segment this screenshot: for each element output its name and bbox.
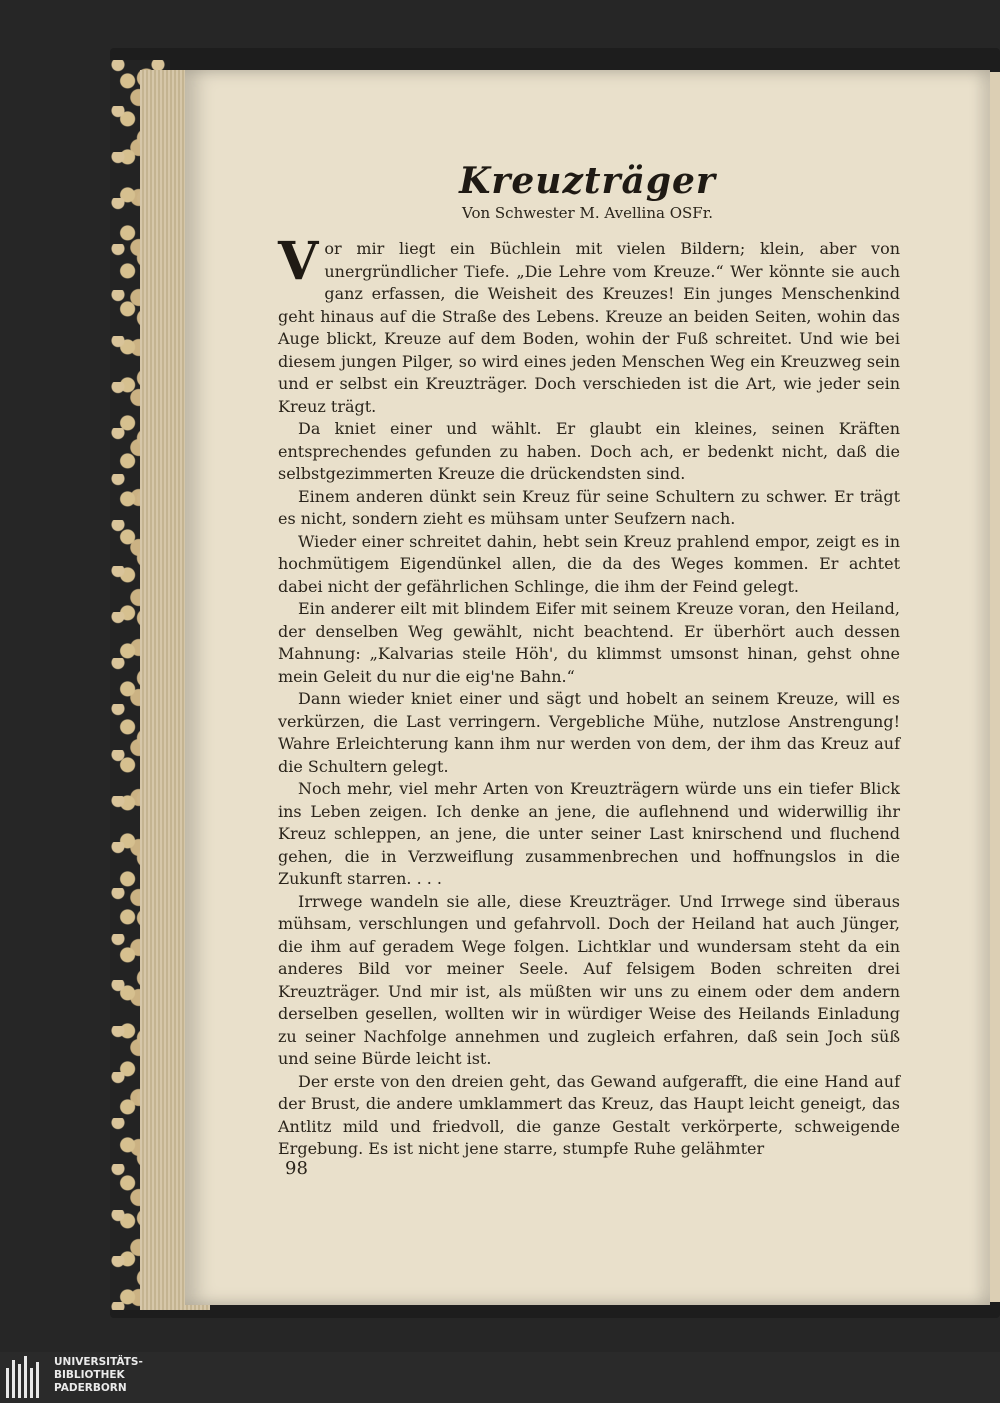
page-number: 98	[285, 1158, 308, 1179]
paragraph: Der erste von den dreien geht, das Gewand aufgerafft, die eine Hand auf der Brust, die andere umklammert das Kreuz, das Haupt leicht geneigt, das Antlitz mild und friedvoll, die ganze Gestalt verkörperte, schweigende Ergebung. Es ist nicht jene starre, stumpfe Ruhe gelähmter	[278, 1071, 900, 1158]
article-byline: Von Schwester M. Avellina OSFr.	[461, 204, 713, 222]
paragraph: Vor mir liegt ein Büchlein mit vielen Bildern; klein, aber von unergründlicher Tiefe. „Die Lehre vom Kreuze.“ Wer könnte sie auch ganz erfassen, die Weisheit des Kreuzes! Ein junges Menschenkind geht hinaus auf die Straße des Lebens. Kreuze an beiden Seiten, wohin das Auge blickt, Kreuze auf dem Boden, wohin der Fuß schreitet. Und wie bei diesem jungen Pilger, so wird eines jeden Menschen Weg ein Kreuzweg sein und er selbst ein Kreuzträger. Doch verschieden ist die Art, wie jeder sein Kreuz trägt.	[278, 231, 900, 416]
paragraph: Einem anderen dünkt sein Kreuz für seine Schultern zu schwer. Er trägt es nicht, sondern zieht es mühsam unter Seufzern nach.	[278, 486, 900, 528]
paragraph: Dann wieder kniet einer und sägt und hobelt an seinem Kreuze, will es verkürzen, die Last verringern. Vergebliche Mühe, nutzlose Anstrengung! Wahre Erleichterung kann ihm nur werden von dem, der ihm das Kreuz auf die Schultern gelegt.	[278, 689, 900, 776]
library-name: UNIVERSITÄTS- BIBLIOTHEK PADERBORN	[54, 1356, 143, 1394]
book-page	[185, 70, 990, 1305]
paragraph: Da kniet einer und wählt. Er glaubt ein kleines, seinen Kräften entsprechendes gefunden zu haben. Doch ach, er bedenkt nicht, daß die selbstgezimmerten Kreuze die drückendsten sind.	[278, 419, 900, 483]
paragraph: Irrwege wandeln sie alle, diese Kreuzträger. Und Irrwege sind überaus mühsam, verschlungen und gefahrvoll. Doch der Heiland hat auch Jünger, die ihm auf geradem Wege folgen. Lichtklar und wundersam steht da ein anderes Bild vor meiner Seele. Auf felsigem Boden schreiten drei Kreuzträger. Und mir ist, als müßten wir uns zu einem oder dem andern derselben gesellen, wollten wir in würdiger Weise des Heilands Einladung zu seiner Nachfolge annehmen und zugleich erfahren, daß sein Joch süß und seine Bürde leicht ist.	[278, 891, 900, 1068]
library-logo-icon	[6, 1356, 46, 1398]
paragraph: Wieder einer schreitet dahin, hebt sein Kreuz prahlend empor, zeigt es in hochmütigem Eigendünkel allen, die da des Weges kommen. Er achtet dabei nicht der gefährlichen Schlinge, die ihm der Feind gelegt.	[278, 531, 900, 596]
library-footer	[0, 1352, 1000, 1403]
drop-cap: V	[278, 231, 319, 292]
paragraph: Noch mehr, viel mehr Arten von Kreuzträgern würde uns ein tiefer Blick ins Leben zeigen. Ich denke an jene, die auflehnend und widerwillig ihr Kreuz schleppen, an jene, die unter seiner Last knirschend und fluchend gehen, die in Verzweiflung zusammenbrechen und hoffnungslos in die Zukunft starren. . . .	[278, 779, 900, 888]
article-body	[278, 231, 900, 1161]
article-title: Kreuzträger	[459, 160, 716, 202]
paragraph: Ein anderer eilt mit blindem Eifer mit seinem Kreuze voran, den Heiland, der denselben Weg gewählt, nicht beachtend. Er überhört auch dessen Mahnung: „Kalvarias steile Höh', du klimmst umsonst hinan, gehst ohne mein Geleit du nur die eig'ne Bahn.“	[278, 599, 900, 686]
